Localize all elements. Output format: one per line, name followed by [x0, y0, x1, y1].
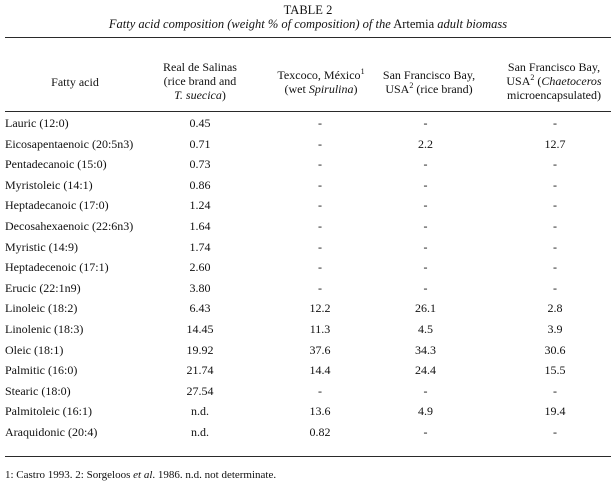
header-col2-line2 — [262, 82, 380, 96]
row-real-de-salinas: n.d. — [191, 404, 209, 419]
table-row — [0, 116, 616, 138]
footnote-part1: 1: Castro 1993. 2: Sorgeloos — [5, 469, 134, 481]
row-fatty-acid: Linoleic (18:2) — [5, 301, 78, 316]
header-col1-line2: (rice brand and — [163, 74, 237, 88]
header-col4-line2-italic: Chaetoceros — [541, 74, 602, 88]
header-col4-line3: microencapsulated) — [507, 88, 601, 102]
header-col3-line2 — [374, 82, 484, 96]
row-sf-chaetoceros: - — [553, 198, 557, 213]
row-texcoco: - — [318, 116, 322, 130]
row-fatty-acid: Araquidonic (20:4) — [5, 425, 98, 439]
row-sf-rice: 26.1 — [415, 301, 436, 316]
row-sf-rice: - — [423, 177, 428, 192]
header-col2-line1 — [262, 68, 380, 82]
table-row — [0, 219, 616, 241]
table-row — [0, 404, 616, 426]
row-sf-rice: - — [423, 383, 428, 398]
caption-part2: Artemia — [390, 17, 438, 31]
table-row — [0, 425, 616, 447]
header-col4-line2 — [494, 74, 614, 88]
row-texcoco: - — [318, 136, 322, 151]
header-col1-line3-suffix: ) — [221, 88, 226, 102]
row-real-de-salinas: 0.71 — [189, 136, 211, 151]
row-real-de-salinas: 14.45 — [186, 322, 214, 336]
table-row — [0, 281, 616, 303]
row-sf-rice: - — [423, 260, 428, 275]
header-col3-line1: San Francisco Bay, — [382, 68, 476, 82]
table-row — [0, 240, 616, 262]
header-col4-line1: San Francisco Bay, — [507, 60, 601, 74]
table-title: TABLE 2 — [283, 3, 333, 17]
row-real-de-salinas: 1.24 — [189, 198, 211, 213]
header-col2 — [262, 68, 380, 96]
caption-part1: Fatty acid composition (weight % of composition) of the — [108, 17, 391, 31]
table-top-rule — [5, 37, 611, 38]
row-sf-chaetoceros: 19.4 — [544, 404, 566, 419]
table-row — [0, 198, 616, 220]
row-fatty-acid: Myristic (14:9) — [5, 239, 78, 254]
row-sf-rice: - — [423, 219, 428, 233]
header-col3-sup: 2 — [409, 81, 414, 90]
row-real-de-salinas: 0.73 — [189, 157, 211, 172]
row-real-de-salinas: 1.74 — [189, 239, 211, 254]
row-sf-chaetoceros: - — [553, 219, 557, 233]
row-real-de-salinas: 0.45 — [189, 116, 211, 130]
row-texcoco: - — [318, 198, 322, 213]
row-real-de-salinas: 21.74 — [186, 363, 214, 378]
header-col3 — [374, 68, 484, 96]
row-sf-chaetoceros: 12.7 — [544, 136, 566, 151]
row-sf-rice: - — [423, 280, 428, 295]
row-sf-rice: 34.3 — [415, 342, 436, 357]
table-row — [0, 363, 616, 385]
row-sf-chaetoceros: 30.6 — [544, 342, 566, 357]
row-sf-rice: 4.9 — [418, 404, 433, 419]
row-texcoco: - — [318, 239, 322, 254]
header-col4-line2-text: USA — [506, 74, 531, 88]
row-texcoco: - — [318, 260, 322, 275]
row-texcoco: 11.3 — [309, 322, 331, 336]
row-texcoco: - — [318, 383, 322, 398]
row-real-de-salinas: 3.80 — [189, 280, 211, 295]
row-sf-chaetoceros: - — [553, 177, 557, 192]
header-col2-line2-italic: Spirulina — [308, 82, 354, 96]
row-texcoco: - — [318, 280, 322, 295]
header-col1-line1: Real de Salinas — [163, 60, 237, 74]
row-real-de-salinas: 2.60 — [189, 260, 211, 275]
header-col2-line2-suffix: ) — [353, 82, 358, 96]
row-fatty-acid: Linolenic (18:3) — [5, 322, 84, 336]
caption-part3: adult biomass — [437, 17, 508, 31]
table-caption — [0, 17, 616, 32]
row-fatty-acid: Heptadecanoic (17:0) — [5, 198, 109, 213]
row-fatty-acid: Oleic (18:1) — [5, 342, 64, 357]
table-bottom-rule — [5, 456, 611, 457]
table-header-rule — [5, 111, 611, 112]
footnote-part3: . 1986. n.d. not determinate. — [152, 469, 277, 481]
row-sf-chaetoceros: - — [553, 116, 557, 130]
table-row — [0, 178, 616, 200]
row-texcoco: - — [318, 177, 322, 192]
table-row — [0, 322, 616, 344]
row-real-de-salinas: 1.64 — [189, 219, 211, 233]
row-sf-rice: 2.2 — [418, 136, 433, 151]
row-sf-chaetoceros: - — [553, 280, 557, 295]
row-sf-chaetoceros: 2.8 — [547, 301, 563, 316]
header-col4-sup: 2 — [530, 73, 535, 82]
row-real-de-salinas: 27.54 — [186, 383, 214, 398]
table-footnote — [5, 469, 276, 482]
row-sf-rice: - — [423, 239, 428, 254]
header-col4 — [494, 60, 614, 102]
row-sf-rice: - — [423, 157, 428, 172]
table-row — [0, 343, 616, 365]
row-fatty-acid: Eicosapentaenoic (20:5n3) — [5, 136, 134, 151]
header-col2-line1-text: Texcoco, México — [277, 68, 361, 82]
table-row — [0, 260, 616, 282]
row-texcoco: 13.6 — [309, 404, 331, 419]
row-fatty-acid: Palmitoleic (16:1) — [5, 404, 92, 419]
row-fatty-acid: Heptadecenoic (17:1) — [5, 260, 109, 275]
header-col3-line2-text: USA — [385, 82, 410, 96]
row-texcoco: - — [318, 219, 322, 233]
row-texcoco: 14.4 — [309, 363, 331, 378]
row-real-de-salinas: 0.86 — [189, 177, 211, 192]
header-col4-line2-prefix: ( — [534, 74, 542, 88]
header-col3-line2-suffix: (rice brand) — [413, 82, 473, 96]
header-col1-line3 — [150, 88, 250, 102]
row-texcoco: 37.6 — [309, 342, 331, 357]
row-fatty-acid: Palmitic (16:0) — [5, 363, 78, 378]
row-texcoco: 0.82 — [309, 425, 331, 439]
row-sf-chaetoceros: - — [553, 157, 557, 172]
row-sf-chaetoceros: 15.5 — [544, 363, 566, 378]
row-fatty-acid: Stearic (18:0) — [5, 383, 71, 398]
row-sf-rice: - — [423, 425, 428, 439]
table-row — [0, 384, 616, 406]
row-real-de-salinas: 19.92 — [186, 342, 214, 357]
row-fatty-acid: Erucic (22:1n9) — [5, 280, 81, 295]
row-fatty-acid: Myristoleic (14:1) — [5, 177, 93, 192]
row-sf-chaetoceros: 3.9 — [547, 322, 563, 336]
header-col1 — [150, 60, 250, 102]
table-row — [0, 137, 616, 159]
row-sf-chaetoceros: - — [553, 260, 557, 275]
row-sf-chaetoceros: - — [553, 425, 557, 439]
row-sf-chaetoceros: - — [553, 383, 557, 398]
row-real-de-salinas: 6.43 — [189, 301, 211, 316]
row-sf-rice: 24.4 — [415, 363, 436, 378]
row-real-de-salinas: n.d. — [191, 425, 209, 439]
row-sf-rice: - — [423, 198, 428, 213]
header-fatty-acid: Fatty acid — [51, 75, 99, 89]
row-sf-chaetoceros: - — [553, 239, 557, 254]
table-row — [0, 157, 616, 179]
header-col1-line3-italic: T. suecica — [174, 88, 222, 102]
row-texcoco: - — [318, 157, 322, 172]
row-sf-rice: - — [423, 116, 428, 130]
row-fatty-acid: Lauric (12:0) — [5, 116, 69, 130]
footnote-part2: et al — [133, 469, 153, 481]
row-sf-rice: 4.5 — [418, 322, 433, 336]
row-fatty-acid: Pentadecanoic (15:0) — [5, 157, 107, 172]
header-col2-sup: 1 — [360, 67, 365, 76]
header-col2-line2-prefix: (wet — [284, 82, 309, 96]
row-fatty-acid: Decosahexaenoic (22:6n3) — [5, 219, 134, 233]
table-row — [0, 301, 616, 323]
row-texcoco: 12.2 — [309, 301, 331, 316]
